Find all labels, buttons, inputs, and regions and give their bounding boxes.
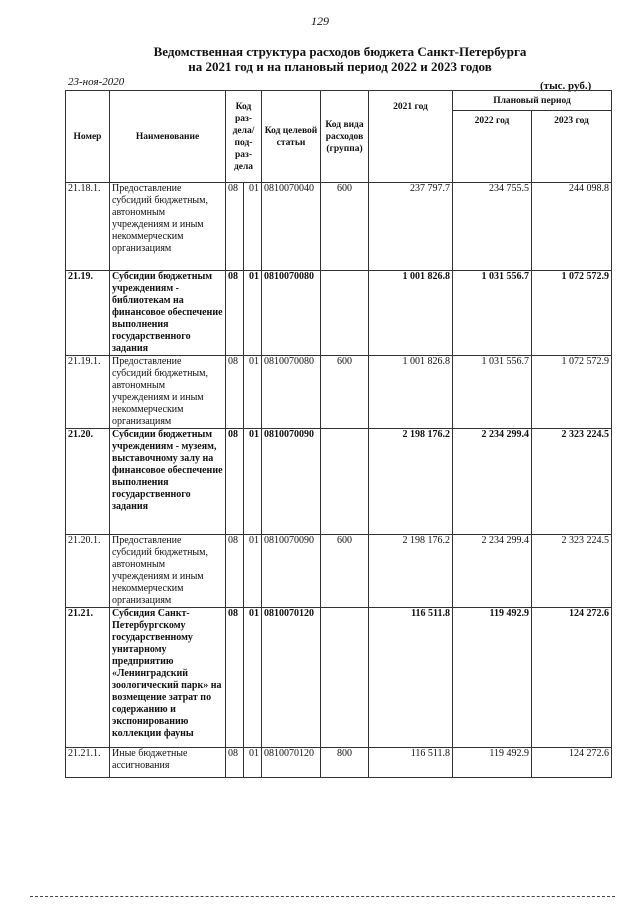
table-row (66, 535, 612, 608)
row-expense-type (321, 608, 369, 748)
row-target-code: 0810070090 (262, 429, 321, 535)
row-subsection: 01 (244, 183, 262, 271)
row-amount-2022: 2 234 299.4 (453, 535, 532, 608)
row-target-code: 0810070040 (262, 183, 321, 271)
row-expense-type (321, 271, 369, 356)
header-expense-type: Код вида расходов (группа) (321, 91, 369, 183)
header-section: Код раз-дела/ под-раз-дела (226, 91, 262, 183)
row-amount-2022: 1 031 556.7 (453, 356, 532, 429)
row-target-code: 0810070090 (262, 535, 321, 608)
row-amount-2023: 1 072 572.9 (532, 356, 612, 429)
row-amount-2021: 116 511.8 (369, 748, 453, 778)
row-subsection: 01 (244, 535, 262, 608)
header-target: Код целевой статьи (262, 91, 321, 183)
row-name: Предоставление субсидий бюджетным, автономным учреждениям и иным некоммерческим организациям (110, 356, 226, 429)
table-row (66, 271, 612, 356)
units-label: (тыс. руб.) (540, 80, 592, 92)
document-date: 23-ноя-2020 (68, 76, 125, 88)
row-expense-type (321, 429, 369, 535)
header-name: Наименование (110, 91, 226, 183)
header-2021: 2021 год (369, 91, 453, 183)
row-target-code: 0810070080 (262, 271, 321, 356)
row-subsection: 01 (244, 271, 262, 356)
table-row (66, 748, 612, 778)
row-amount-2022: 119 492.9 (453, 608, 532, 748)
row-amount-2021: 2 198 176.2 (369, 535, 453, 608)
row-name: Иные бюджетные ассигнования (110, 748, 226, 778)
row-number: 21.19. (66, 271, 110, 356)
row-amount-2022: 2 234 299.4 (453, 429, 532, 535)
row-amount-2023: 1 072 572.9 (532, 271, 612, 356)
footer-divider (30, 896, 615, 897)
row-name: Субсидия Санкт-Петербургскому государственному унитарному предприятию «Ленинградский зоологический парк» на возмещение затрат по содержанию и экспонированию коллекции фауны (110, 608, 226, 748)
table-body (66, 183, 612, 778)
table-row (66, 356, 612, 429)
row-amount-2021: 2 198 176.2 (369, 429, 453, 535)
row-amount-2022: 119 492.9 (453, 748, 532, 778)
row-name: Предоставление субсидий бюджетным, автономным учреждениям и иным некоммерческим организациям (110, 535, 226, 608)
row-section: 08 (226, 271, 244, 356)
row-section: 08 (226, 535, 244, 608)
row-number: 21.20.1. (66, 535, 110, 608)
row-section: 08 (226, 183, 244, 271)
header-2022: 2022 год (453, 111, 532, 183)
row-amount-2021: 237 797.7 (369, 183, 453, 271)
row-target-code: 0810070080 (262, 356, 321, 429)
row-name: Субсидии бюджетным учреждениям - библиотекам на финансовое обеспечение выполнения государственного задания (110, 271, 226, 356)
table-row (66, 183, 612, 271)
row-section: 08 (226, 608, 244, 748)
table-row (66, 608, 612, 748)
row-name: Субсидии бюджетным учреждениям - музеям, выставочному залу на финансовое обеспечение выполнения государственного задания (110, 429, 226, 535)
row-section: 08 (226, 748, 244, 778)
row-section: 08 (226, 356, 244, 429)
row-number: 21.21. (66, 608, 110, 748)
title-line-1: Ведомственная структура расходов бюджета Санкт-Петербурга (153, 44, 527, 59)
row-amount-2023: 124 272.6 (532, 748, 612, 778)
row-expense-type: 600 (321, 356, 369, 429)
row-target-code: 0810070120 (262, 608, 321, 748)
row-amount-2023: 244 098.8 (532, 183, 612, 271)
row-amount-2021: 1 001 826.8 (369, 356, 453, 429)
header-2023: 2023 год (532, 111, 612, 183)
row-subsection: 01 (244, 608, 262, 748)
table-row (66, 429, 612, 535)
row-number: 21.18.1. (66, 183, 110, 271)
row-amount-2023: 2 323 224.5 (532, 535, 612, 608)
row-name: Предоставление субсидий бюджетным, автономным учреждениям и иным некоммерческим организациям (110, 183, 226, 271)
header-plan-period: Плановый период (453, 91, 612, 111)
row-section: 08 (226, 429, 244, 535)
row-number: 21.20. (66, 429, 110, 535)
title-line-2: на 2021 год и на плановый период 2022 и 2023 годов (188, 59, 492, 74)
budget-table (65, 90, 612, 778)
row-expense-type: 800 (321, 748, 369, 778)
row-amount-2021: 1 001 826.8 (369, 271, 453, 356)
row-expense-type: 600 (321, 535, 369, 608)
row-subsection: 01 (244, 748, 262, 778)
row-amount-2022: 1 031 556.7 (453, 271, 532, 356)
row-number: 21.19.1. (66, 356, 110, 429)
row-amount-2022: 234 755.5 (453, 183, 532, 271)
row-number: 21.21.1. (66, 748, 110, 778)
row-amount-2021: 116 511.8 (369, 608, 453, 748)
row-amount-2023: 124 272.6 (532, 608, 612, 748)
row-target-code: 0810070120 (262, 748, 321, 778)
row-subsection: 01 (244, 429, 262, 535)
row-expense-type: 600 (321, 183, 369, 271)
row-amount-2023: 2 323 224.5 (532, 429, 612, 535)
header-number: Номер (66, 91, 110, 183)
page-number: 129 (311, 14, 329, 28)
row-subsection: 01 (244, 356, 262, 429)
document-title (0, 44, 640, 74)
